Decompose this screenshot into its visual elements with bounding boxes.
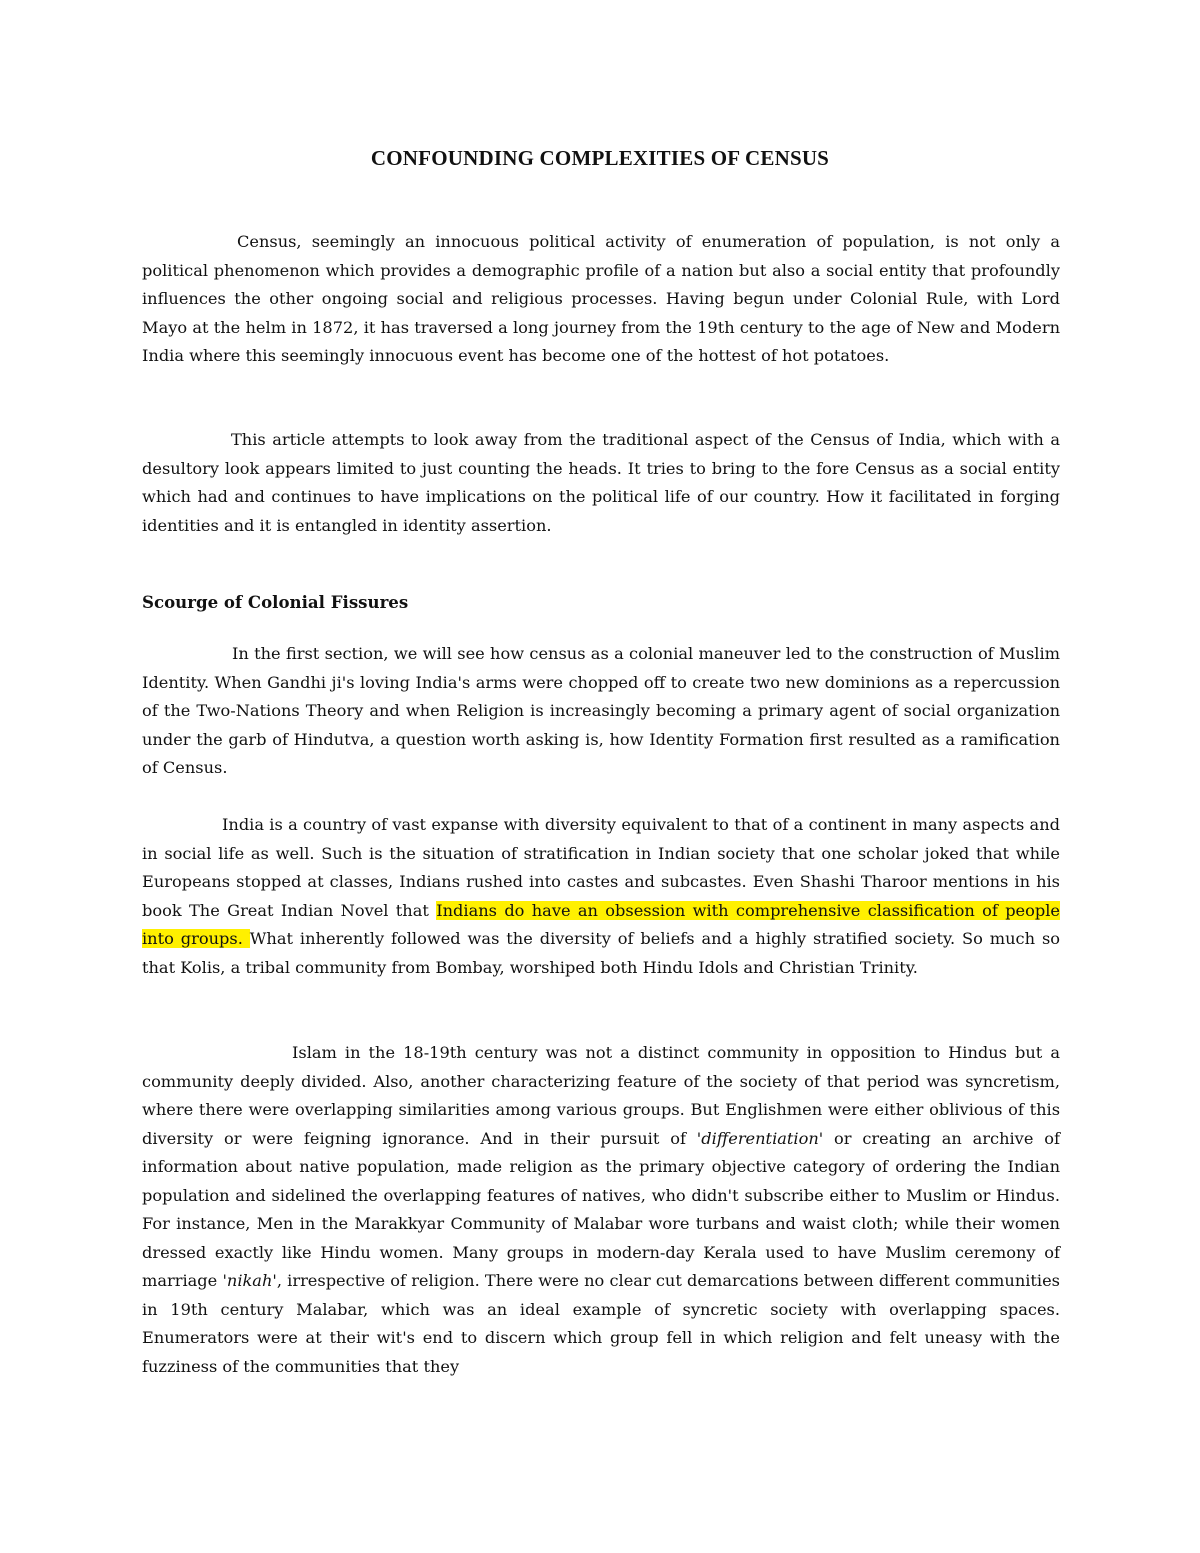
paragraph-text: or creating an archive of information about native population, made religion as the primary objective category of ordering the Indian population and sidelined the overlapping features of natives, who didn't subscribe either to Muslim or Hindus. For instance, Men in the Marakkyar Community of Malabar wore turbans and waist cloth; while their women dressed exactly like Hindu women. Many groups in modern-day Kerala used to have Muslim ceremony of marriage	[142, 1128, 1060, 1290]
italic-term-nikah: 'nikah'	[222, 1271, 277, 1290]
section-heading: Scourge of Colonial Fissures	[142, 592, 409, 612]
italic-term-differentiation: 'differentiation'	[696, 1128, 824, 1148]
intro-paragraph-1: Census, seemingly an innocuous political activity of enumeration of population, is not only a political phenomenon which provides a demographic profile of a nation but also a social entity that profoundly influences the other ongoing social and religious processes. Having begun under Colonial Rule, with Lord Mayo at the helm in 1872, it has traversed a long journey from the 19th century to the age of New and Modern India where this seemingly innocuous event has become one of the hottest of hot potatoes.	[142, 232, 1060, 365]
intro-paragraph-2: This article attempts to look away from the traditional aspect of the Census of India, which with a desultory look appears limited to just counting the heads. It tries to bring to the fore Census as a social entity which had and continues to have implications on the political life of our country. How it facilitated in forging identities and it is entangled in identity assertion.	[142, 430, 1060, 535]
document-title: CONFOUNDING COMPLEXITIES OF CENSUS	[370, 146, 830, 170]
section-paragraph-1: In the first section, we will see how census as a colonial maneuver led to the construction of Muslim Identity. When Gandhi ji's loving India's arms were chopped off to create two new dominions as a repercussion of the Two-Nations Theory and when Religion is increasingly becoming a primary agent of social organization under the garb of Hindutva, a question worth asking is, how Identity Formation first resulted as a ramification of Census.	[142, 644, 1060, 777]
section-paragraph-3	[142, 1039, 1060, 1381]
paragraph-text: Islam in the 18-19th century was not a distinct community in opposition to Hindus but a community deeply divided. Also, another characterizing feature of the society of that period was syncretism, where there were overlapping similarities among various groups. But Englishmen were either oblivious of this diversity or were feigning ignorance. And in their pursuit of	[142, 1043, 1060, 1148]
highlighted-text: Indians do have an obsession with comprehensive classification of people into groups.	[142, 900, 1060, 948]
section-paragraph-2	[142, 811, 1060, 982]
paragraph-text: India is a country of vast expanse with diversity equivalent to that of a continent in many aspects and in social life as well. Such is the situation of stratification in Indian society that one scholar joked that while Europeans stopped at classes, Indians rushed into castes and subcastes. Even Shashi Tharoor mentions in his book The Great Indian Novel that	[142, 815, 1060, 920]
paragraph-text: What inherently followed was the diversity of beliefs and a highly stratified society. So much so that Kolis, a tribal community from Bombay, worshiped both Hindu Idols and Christian Trinity.	[142, 929, 1061, 977]
paragraph-text: , irrespective of religion. There were no clear cut demarcations between different communities in 19th century Malabar, which was an ideal example of syncretic society with overlapping spaces. Enumerators were at their wit's end to discern which group fell in which religion and felt uneasy with the fuzziness of the communities that they	[142, 1271, 1060, 1376]
